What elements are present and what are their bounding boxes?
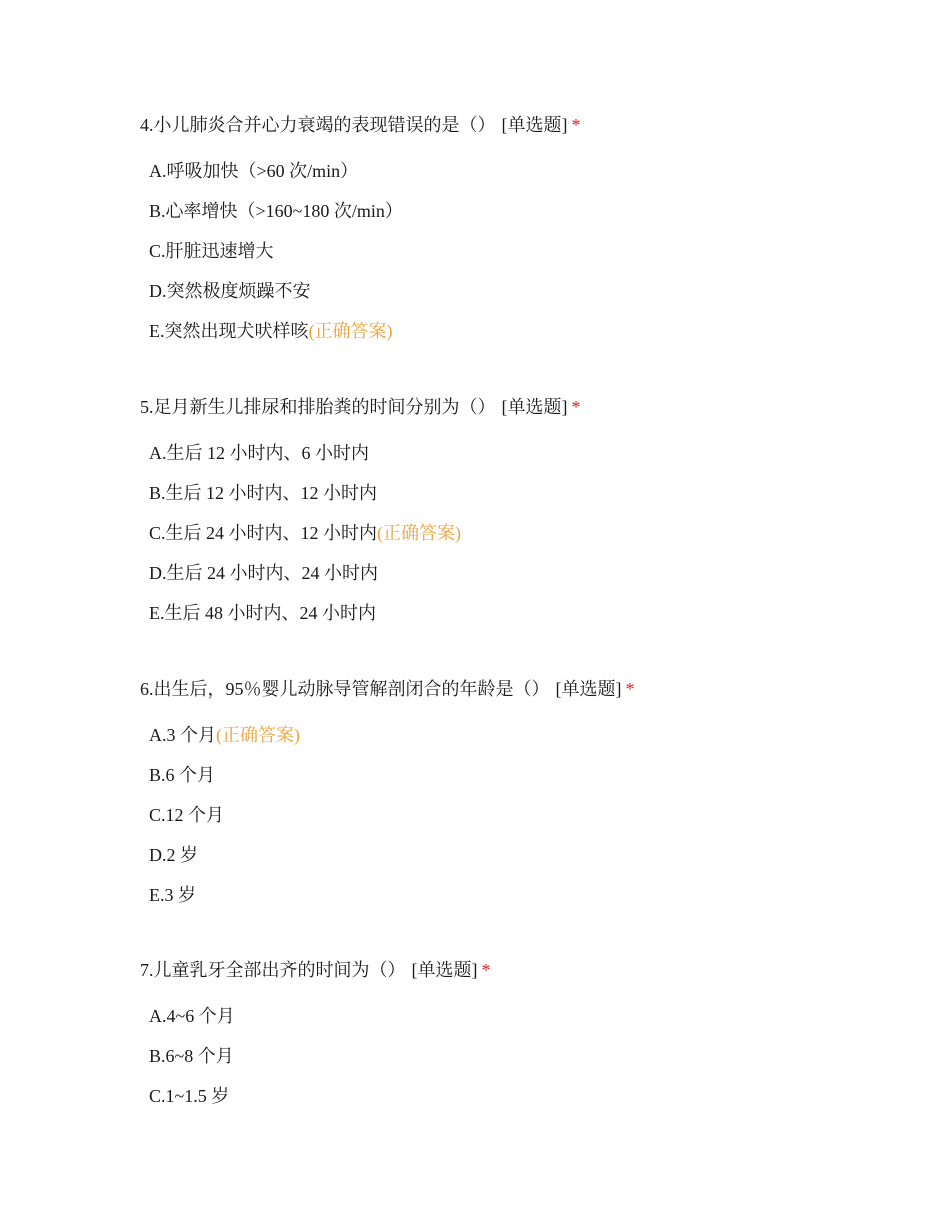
option-b: B.6~8 个月 [149, 1046, 234, 1066]
option-list [140, 442, 900, 624]
question-title [140, 396, 900, 418]
option-c: C.12 个月 [149, 805, 225, 825]
question-4 [140, 114, 900, 360]
required-marker: * [625, 679, 635, 699]
question-type: [单选题] [501, 397, 568, 417]
question-title [140, 114, 900, 136]
option-d: D.2 岁 [149, 845, 198, 865]
question-text: 4.小儿肺炎合并心力衰竭的表现错误的是（） [140, 115, 496, 135]
question-text: 7.儿童乳牙全部出齐的时间为（） [140, 960, 406, 980]
option-b: B.6 个月 [149, 765, 216, 785]
option-a: A.3 个月(正确答案) [149, 725, 300, 745]
required-marker: * [571, 115, 581, 135]
question-title [140, 678, 900, 700]
option-b: B.生后 12 小时内、12 小时内 [149, 483, 378, 503]
option-b: B.心率增快（>160~180 次/min） [149, 201, 403, 221]
option-list [140, 160, 900, 342]
question-title [140, 959, 900, 981]
option-c: C.肝脏迅速增大 [149, 241, 274, 261]
question-type: [单选题] [411, 960, 478, 980]
question-5 [140, 396, 900, 642]
option-e: E.3 岁 [149, 885, 196, 905]
question-7 [140, 959, 900, 1125]
option-a: A.呼吸加快（>60 次/min） [149, 161, 359, 181]
required-marker: * [571, 397, 581, 417]
option-list [140, 724, 900, 906]
option-e: E.突然出现犬吠样咳(正确答案) [149, 321, 393, 341]
question-type: [单选题] [501, 115, 568, 135]
option-list [140, 1005, 900, 1107]
required-marker: * [481, 960, 491, 980]
option-d: D.突然极度烦躁不安 [149, 281, 311, 301]
option-c: C.1~1.5 岁 [149, 1086, 230, 1106]
question-text: 5.足月新生儿排尿和排胎粪的时间分别为（） [140, 397, 496, 417]
correct-answer-label: (正确答案) [377, 523, 462, 543]
correct-answer-label: (正确答案) [216, 725, 300, 745]
correct-answer-label: (正确答案) [308, 321, 393, 341]
question-text: 6.出生后，95％婴儿动脉导管解剖闭合的年龄是（） [140, 679, 550, 699]
question-type: [单选题] [555, 679, 622, 699]
option-e: E.生后 48 小时内、24 小时内 [149, 603, 376, 623]
option-d: D.生后 24 小时内、24 小时内 [149, 563, 378, 583]
option-a: A.生后 12 小时内、6 小时内 [149, 443, 369, 463]
question-6 [140, 678, 900, 924]
option-c: C.生后 24 小时内、12 小时内(正确答案) [149, 523, 462, 543]
option-a: A.4~6 个月 [149, 1006, 235, 1026]
